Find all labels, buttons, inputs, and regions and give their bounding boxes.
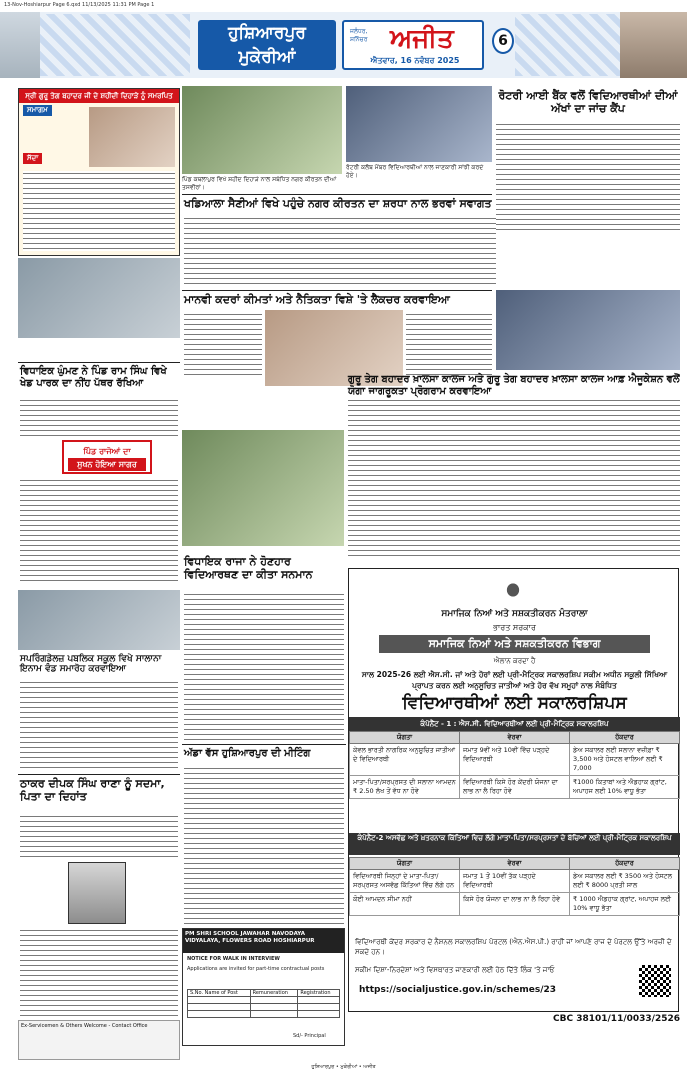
school-ad-table — [187, 989, 340, 1018]
headline-adda-meeting: ਅੱਡਾ ਵੱਸ ਹੁਸ਼ਿਆਰਪੁਰ ਦੀ ਮੀਟਿੰਗ — [184, 748, 311, 759]
logo-name: ਅਜੀਤ — [390, 24, 454, 54]
school-ad-col-post: S.No. Name of Post — [188, 990, 251, 997]
story-student-honour-body — [184, 592, 344, 740]
story-obituary-body-2 — [20, 928, 178, 1016]
component-2-table: ਯੋਗਤਾ ਵੇਰਵਾ ਹੱਕਦਾਰ ਵਿਦਿਆਰਥੀ ਜਿਨ੍ਹਾਂ ਦੇ ਮਾਤਾ-ਪਿਤਾ/ਸਰਪ੍ਰਸਤ ਅਸਵੱਛ ਕਿੱਤਿਆਂ ਵਿੱਚ ਲੱਗੇ ਹਨ ਜਮਾਤ 1 ਤੋਂ 10ਵੀਂ ਤੱਕ ਪੜ੍ਹਦੇ ਵਿਦਿਆਰਥੀ ਡੇਅ ਸਕਾਲਰ ਲਈ ₹ 3500 ਅਤੇ ਹੋਸਟਲ ਲਈ ₹ 8000 ਪ੍ਰਤੀ ਸਾਲ ਕੋਈ ਆਮਦਨ ਸੀਮਾ ਨਹੀਂ ਕਿਸੇ ਹੋਰ ਯੋਜਨਾ ਦਾ ਲਾਭ ਨਾ ਲੈ ਰਿਹਾ ਹੋਵੇ ₹ 1000 ਐਡਹਾਕ ਗ੍ਰਾਂਟ, ਅਪਾਹਜ ਲਈ 10% ਵਾਧੂ ਭੱਤਾ — [349, 857, 680, 916]
table-row: ਵਿਦਿਆਰਥੀ ਜਿਨ੍ਹਾਂ ਦੇ ਮਾਤਾ-ਪਿਤਾ/ਸਰਪ੍ਰਸਤ ਅਸਵੱਛ ਕਿੱਤਿਆਂ ਵਿੱਚ ਲੱਗੇ ਹਨ ਜਮਾਤ 1 ਤੋਂ 10ਵੀਂ ਤੱਕ ਪੜ੍ਹਦੇ ਵਿਦਿਆਰਥੀ ਡੇਅ ਸਕਾਲਰ ਲਈ ₹ 3500 ਅਤੇ ਹੋਸਟਲ ਲਈ ₹ 8000 ਪ੍ਰਤੀ ਸਾਲ — [350, 870, 680, 893]
photo-nagar-kirtan — [182, 86, 342, 174]
issue-date: ਐਤਵਾਰ, 16 ਨਵੰਬਰ 2025 — [370, 56, 460, 65]
red-promo-box — [62, 440, 152, 474]
headline-kharialan-welcome: ਖਡਿਆਲਾ ਸੈਣੀਆਂ ਵਿਖੇ ਪਹੁੰਚੇ ਨਗਰ ਕੀਰਤਨ ਦਾ ਸ਼ਰਧਾ ਨਾਲ ਭਰਵਾਂ ਸਵਾਗਤ — [184, 197, 492, 210]
gov-of-india: ਭਾਰਤ ਸਰਕਾਰ — [493, 623, 536, 632]
scheme-link[interactable]: https://socialjustice.gov.in/schemes/23 — [359, 985, 557, 995]
ad-label-1: ਸਮਾਗਮ — [23, 105, 52, 116]
school-ad-header: PM SHRI SCHOOL JAWAHAR NAVODAYA VIDYALAYA, FLOWERS ROAD HOSHIARPUR — [183, 929, 344, 953]
table-row: ਮਾਤਾ-ਪਿਤਾ/ਸਰਪ੍ਰਸਤ ਦੀ ਸਲਾਨਾ ਆਮਦਨ ₹ 2.50 ਲੱਖ ਤੋਂ ਵੱਧ ਨਾ ਹੋਵੇ ਵਿਦਿਆਰਥੀ ਕਿਸੇ ਹੋਰ ਕੇਂਦਰੀ ਯੋਜਨਾ ਦਾ ਲਾਭ ਨਾ ਲੈ ਰਿਹਾ ਹੋਵੇ ₹1000 ਕਿਤਾਬਾਂ ਅਤੇ ਐਡਹਾਕ ਗ੍ਰਾਂਟ, ਅਪਾਹਜ ਲਈ 10% ਵਾਧੂ ਭੱਤਾ — [350, 776, 680, 799]
school-ad-col-rem: Remuneration — [250, 990, 298, 997]
classified-ad: Ex-Servicemen & Others Welcome - Contact Office — [18, 1020, 180, 1060]
note-guidelines: ਸਕੀਮ ਦਿਸ਼ਾ-ਨਿਰਦੇਸ਼ਾਂ ਅਤੇ ਵਿਸਥਾਰਤ ਜਾਣਕਾਰੀ ਲਈ ਹੇਠ ਦਿੱਤੇ ਲਿੰਕ 'ਤੇ ਜਾਓ — [355, 966, 555, 974]
col-features: ਵੇਰਵਾ — [460, 732, 570, 744]
headline-springdales: ਸਪਰਿੰਗਡੇਲਜ਼ ਪਬਲਿਕ ਸਕੂਲ ਵਿਖੇ ਸਾਲਾਨਾ ਇਨਾਮ ਵੰਡ ਸਮਾਰੋਹ ਕਰਵਾਇਆ — [20, 654, 162, 675]
caption-rotary: ਰੋਟਰੀ ਕਲੱਬ ਮੈਂਬਰ ਵਿਦਿਆਰਥੀਆਂ ਨਾਲ ਜਾਣਕਾਰੀ ਸਾਂਝੀ ਕਰਦੇ ਹੋਏ। — [346, 164, 484, 179]
col-eligibility: ਯੋਗਤਾ — [350, 732, 460, 744]
component-1-table — [349, 731, 680, 799]
story-sports-park-body — [20, 398, 178, 436]
component-1-title: ਕੰਪੋਨੈਂਟ - 1 : ਐਸ.ਸੀ. ਵਿਦਿਆਰਥੀਆਂ ਲਈ ਪ੍ਰੀ-ਮੈਟ੍ਰਿਕ ਸਕਾਲਰਸ਼ਿਪ — [349, 717, 680, 731]
qr-code-icon[interactable] — [639, 965, 671, 997]
story-lecture-body — [184, 312, 262, 376]
cbc-code: CBC 38101/11/0033/2526 — [553, 1014, 680, 1024]
photo-springdales — [18, 590, 180, 650]
masthead-left-photo — [0, 12, 40, 78]
col-benefits: ਹੱਕਦਾਰ — [570, 732, 680, 744]
department-name: ਸਮਾਜਿਕ ਨਿਆਂ ਅਤੇ ਸਸ਼ਕਤੀਕਰਨ ਵਿਭਾਗ — [379, 635, 650, 653]
headline-sports-park: ਵਿਧਾਇਕ ਘੁੰਮਣ ਨੇ ਪਿੰਡ ਰਾਮ ਸਿੰਘ ਵਿਖੇ ਖੇਡ ਪਾਰਕ ਦਾ ਨੀਂਹ ਪੱਥਰ ਰੱਖਿਆ — [20, 366, 167, 389]
photo-rotary — [346, 86, 492, 162]
ad-gurdwara-image — [89, 107, 175, 167]
component-2-title: ਕੰਪੋਨੈਂਟ-2 ਅਸਵੱਛ ਅਤੇ ਖ਼ਤਰਨਾਕ ਕਿੱਤਿਆਂ ਵਿਚ ਲੱਗੇ ਮਾਤਾ-ਪਿਤਾ/ਸਰਪ੍ਰਸਤਾਂ ਦੇ ਬੱਚਿਆਂ ਲਈ ਪ੍ਰੀ-ਮੈਟ੍ਰਿਕ ਸਕਾਲਰਸ਼ਿਪ — [349, 833, 680, 855]
headline-rotary-eye-camp: ਰੋਟਰੀ ਆਈ ਬੈਂਕ ਵਲੋਂ ਵਿਦਿਆਰਥੀਆਂ ਦੀਆਂ ਅੱਖਾਂ ਦਾ ਜਾਂਚ ਕੈਂਪ — [498, 89, 678, 115]
story-springdales-body — [20, 680, 178, 768]
section-title — [198, 20, 336, 70]
school-ad-principal: Sd/- Principal — [293, 1033, 326, 1039]
scholarship-title: ਵਿਦਿਆਰਥੀਆਂ ਲਈ ਸਕਾਲਰਸ਼ਿਪਸ — [402, 693, 627, 713]
story-sports-park-body-2 — [20, 478, 178, 584]
photo-yoga-program — [496, 290, 680, 370]
logo-small-text: ਜਲੰਧਰ, ਸ਼ਨਿੱਚਰ — [350, 28, 368, 43]
masthead-pattern-left — [40, 14, 190, 76]
headline-obituary: ਠਾਕਰ ਦੀਪਕ ਸਿੰਘ ਰਾਣਾ ਨੂੰ ਸਦਮਾ, ਪਿਤਾ ਦਾ ਦਿਹਾਂਤ — [20, 777, 165, 803]
scheme-intro: ਸਾਲ 2025-26 ਲਈ ਐਸ.ਸੀ. ਜਾਂ ਅਤੇ ਹੋਰਾਂ ਲਈ ਪ੍ਰੀ-ਮੈਟ੍ਰਿਕ ਸਕਾਲਰਸ਼ਿਪ ਸਕੀਮ ਅਧੀਨ ਸਕੂਲੀ ਸਿੱਖਿਆ ਪ੍ਰਾਪਤ ਕਰਨ ਲਈ ਅਨੁਸੂਚਿਤ ਜਾਤੀਆਂ ਅਤੇ ਹੋਰ ਵੱਖ ਸਮੂਹਾਂ ਨਾਲ ਸੰਬੰਧਿਤ — [361, 670, 668, 690]
ad-body-text — [23, 171, 175, 251]
government-scholarship-ad — [348, 568, 679, 1012]
ad-label-2: ਸੱਦਾ — [23, 153, 42, 164]
school-ad-notice: NOTICE FOR WALK IN INTERVIEW — [187, 956, 280, 962]
masthead-right-photo — [620, 12, 687, 78]
headline-yoga: ਗੁਰੂ ਤੇਗ ਬਹਾਦਰ ਖ਼ਾਲਸਾ ਕਾਲਜ ਅਤੇ ਗੁਰੂ ਤੇਗ ਬਹਾਦਰ ਖ਼ਾਲਸਾ ਕਾਲਜ ਆਫ਼ ਐਜੂਕੇਸ਼ਨ ਵਲੋਂ ਯੋਗਾ ਜਾਗਰੂਕਤਾ ਪ੍ਰੋਗਰਾਮ ਕਰਵਾਇਆ — [348, 374, 680, 397]
story-adda-body — [184, 766, 344, 924]
headline-lecture: ਮਾਨਵੀ ਕਦਰਾਂ ਕੀਮਤਾਂ ਅਤੇ ਨੈਤਿਕਤਾ ਵਿਸ਼ੇ 'ਤੇ ਲੈਕਚਰ ਕਰਵਾਇਆ — [184, 293, 450, 306]
ad-title: ਸ੍ਰੀ ਗੁਰੂ ਤੇਗ ਬਹਾਦਰ ਜੀ ਦੇ ਸ਼ਹੀਦੀ ਦਿਹਾੜੇ ਨੂੰ ਸਮਰਪਿਤ — [19, 89, 179, 103]
page-number: 6 — [492, 28, 514, 54]
story-kharialan-body — [184, 216, 496, 288]
newspaper-logo — [342, 20, 484, 70]
announcement: ਐਲਾਨ ਕਰਦਾ ਹੈ — [493, 657, 536, 665]
headline-student-honour: ਵਿਧਾਇਕ ਰਾਜਾ ਨੇ ਹੋਣਹਾਰ ਵਿਦਿਆਰਥਣ ਦਾ ਕੀਤਾ ਸਨਮਾਨ — [184, 555, 313, 581]
caption-nagar-kirtan: ਪਿੰਡ ਕਥਲਾਪੁਰ ਵਿਖੇ ਸ਼ਹੀਦ ਦਿਹਾੜੇ ਨਾਲ ਸਬੰਧਿਤ ਨਗਰ ਕੀਰਤਨ ਦੀਆਂ ਤਸਵੀਰਾਂ। — [182, 176, 337, 191]
school-ad-line: Applications are invited for part-time contractual posts — [187, 966, 325, 972]
red-box-line1: ਪਿੰਡ ਰਾਜੋਆਂ ਦਾ — [83, 447, 131, 456]
section-title-line2: ਮੁਕੇਰੀਆਂ — [238, 47, 296, 67]
table-row: ਕੋਈ ਆਮਦਨ ਸੀਮਾ ਨਹੀਂ ਕਿਸੇ ਹੋਰ ਯੋਜਨਾ ਦਾ ਲਾਭ ਨਾ ਲੈ ਰਿਹਾ ਹੋਵੇ ₹ 1000 ਐਡਹਾਕ ਗ੍ਰਾਂਟ, ਅਪਾਹਜ ਲਈ 10% ਵਾਧੂ ਭੱਤਾ — [350, 893, 680, 916]
table-row: ਕੇਵਲ ਭਾਰਤੀ ਨਾਗਰਿਕ ਅਨੁਸੂਚਿਤ ਜਾਤੀਆਂ ਦੇ ਵਿਦਿਆਰਥੀ ਜਮਾਤ 9ਵੀਂ ਅਤੇ 10ਵੀਂ ਵਿੱਚ ਪੜ੍ਹਦੇ ਵਿਦਿਆਰਥੀ ਡੇਅ ਸਕਾਲਰ ਲਈ ਸਲਾਨਾ ਵਜ਼ੀਫ਼ਾ ₹ 3,500 ਅਤੇ ਹੋਸਟਲ ਵਾਲਿਆਂ ਲਈ ₹ 7,000 — [350, 744, 680, 776]
note-portal: ਵਿਦਿਆਰਥੀ ਕੇਂਦਰ ਸਰਕਾਰ ਦੇ ਨੈਸ਼ਨਲ ਸਕਾਲਰਸ਼ਿਪ ਪੋਰਟਲ (ਐਨ.ਐਸ.ਪੀ.) ਰਾਹੀਂ ਜਾਂ ਆਪਣੇ ਰਾਜ ਦੇ ਪੋਰਟਲ ਉੱਤੇ ਅਰਜ਼ੀ ਦੇ ਸਕਦੇ ਹਨ। — [355, 938, 672, 956]
obituary-photo — [68, 862, 126, 924]
red-box-line2: ਸੁਖਨ ਹੋਇਆ ਸਾਗਰ — [68, 458, 146, 471]
ministry-name: ਸਮਾਜਿਕ ਨਿਆਂ ਅਤੇ ਸਸ਼ਕਤੀਕਰਨ ਮੰਤਰਾਲਾ — [441, 609, 588, 619]
photo-felicitation — [182, 430, 344, 546]
school-ad-col-reg: Registration — [298, 990, 340, 997]
story-obituary-body — [20, 814, 178, 858]
page-footer: ਹੁਸ਼ਿਆਰਪੁਰ • ਮੁਕੇਰੀਆਂ • ਅਜੀਤ — [311, 1064, 376, 1070]
section-title-line1: ਹੁਸ਼ਿਆਰਪੁਰ — [228, 23, 306, 43]
school-interview-ad — [182, 928, 345, 1046]
file-info-strip: 13-Nov-Hoshiarpur Page 6.qxd 11/13/2025 11:31 PM Page 1 — [4, 2, 155, 8]
left-invitation-ad — [18, 88, 180, 256]
photo-foundation-stone — [18, 258, 180, 338]
national-emblem-icon — [499, 575, 527, 605]
story-lecture-body-2 — [406, 312, 492, 376]
story-rotary-body — [496, 122, 680, 234]
story-yoga-body — [348, 398, 680, 558]
